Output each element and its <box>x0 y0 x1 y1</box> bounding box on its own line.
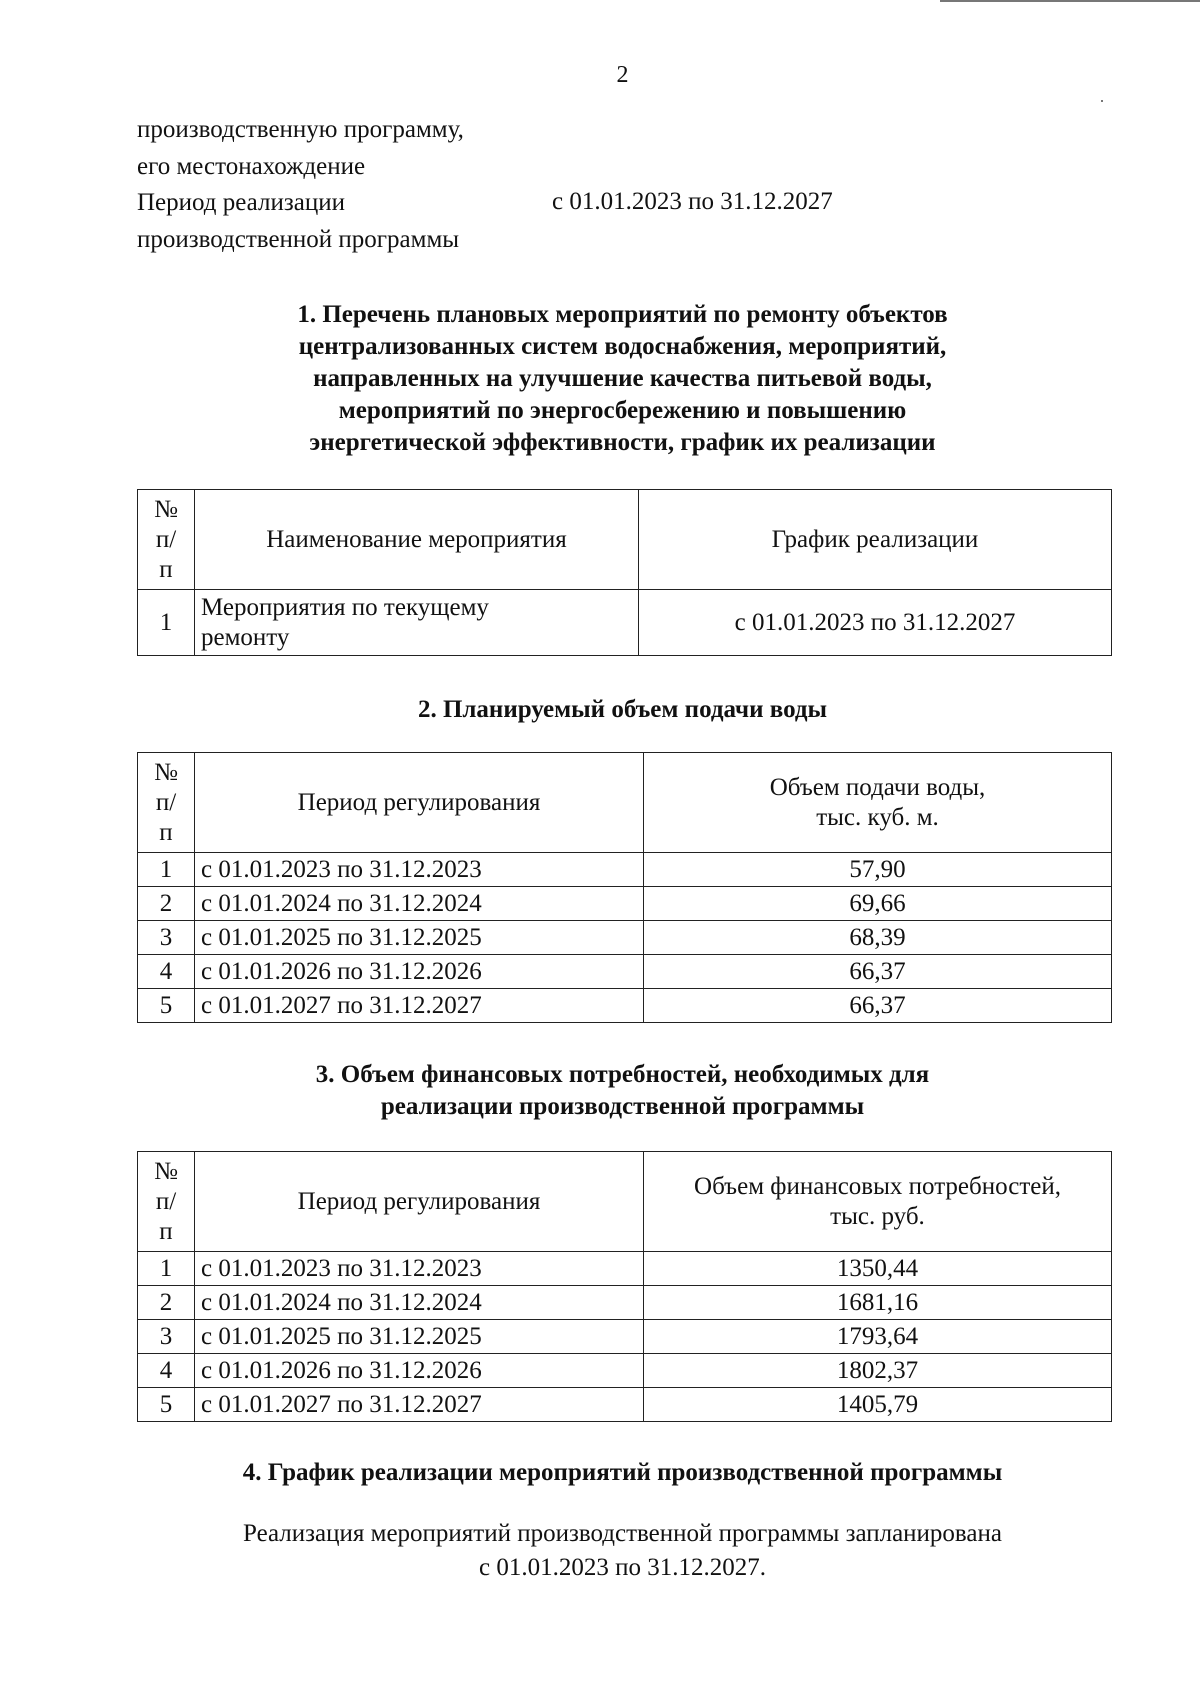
row-number: 2 <box>138 1286 195 1320</box>
cell-line: Мероприятия по текущему <box>201 593 489 621</box>
header-line: п/ <box>155 788 177 816</box>
cell-line: ремонту <box>201 623 290 651</box>
header-line: № <box>154 758 178 786</box>
text-line: с 01.01.2023 по 31.12.2027. <box>479 1554 766 1581</box>
row-number: 4 <box>138 955 195 989</box>
activities-table <box>137 489 1112 656</box>
section-4-heading: 4. График реализации мероприятий производственной программы <box>242 1459 1003 1486</box>
page-number: 2 <box>616 62 629 88</box>
period-header: Период регулирования <box>195 1152 644 1252</box>
row-number: 4 <box>138 1354 195 1388</box>
section-1-heading <box>0 299 1200 459</box>
header-line: Объем подачи воды, <box>769 773 986 801</box>
scan-dust-mark <box>1101 100 1103 102</box>
financial-needs-cell: 1405,79 <box>644 1388 1112 1422</box>
table-row <box>138 1286 1112 1320</box>
table-row <box>138 853 1112 887</box>
financial-needs-header <box>644 1152 1112 1252</box>
header-line: п <box>159 1217 173 1245</box>
volume-cell: 68,39 <box>644 921 1112 955</box>
period-cell: с 01.01.2024 по 31.12.2024 <box>195 887 644 921</box>
number-header <box>138 490 195 590</box>
volume-header <box>644 753 1112 853</box>
volume-cell: 66,37 <box>644 989 1112 1023</box>
volume-cell: 66,37 <box>644 955 1112 989</box>
row-number: 2 <box>138 887 195 921</box>
header-line: № <box>154 1157 178 1185</box>
header-line: тыс. куб. м. <box>816 803 939 831</box>
period-cell: с 01.01.2025 по 31.12.2025 <box>195 921 644 955</box>
financial-needs-cell: 1350,44 <box>644 1252 1112 1286</box>
row-number: 1 <box>138 853 195 887</box>
period-cell: с 01.01.2024 по 31.12.2024 <box>195 1286 644 1320</box>
section-2-heading: 2. Планируемый объем подачи воды <box>417 696 828 723</box>
heading-line: направленных на улучшение качества питьевой воды, <box>313 365 932 392</box>
table-header-row <box>138 1152 1112 1252</box>
header-line: Объем финансовых потребностей, <box>694 1172 1061 1200</box>
table-row <box>138 1354 1112 1388</box>
table-row <box>138 921 1112 955</box>
row-number: 1 <box>138 1252 195 1286</box>
period-cell: с 01.01.2026 по 31.12.2026 <box>195 1354 644 1388</box>
period-header: Период регулирования <box>195 753 644 853</box>
row-number: 3 <box>138 1320 195 1354</box>
volume-cell: 57,90 <box>644 853 1112 887</box>
heading-line: мероприятий по энергосбережению и повышению <box>338 397 907 424</box>
text-line: Реализация мероприятий производственной программы запланирована <box>243 1520 1002 1547</box>
row-number: 5 <box>138 1388 195 1422</box>
intro-line: его местонахождение <box>137 153 366 180</box>
table-row <box>138 590 1112 656</box>
heading-line: 3. Объем финансовых потребностей, необходимых для <box>315 1061 930 1088</box>
water-supply-volume-table <box>137 752 1112 1023</box>
table-header-row <box>138 753 1112 853</box>
table-row <box>138 1388 1112 1422</box>
row-number: 1 <box>138 590 195 656</box>
volume-cell: 69,66 <box>644 887 1112 921</box>
header-line: п <box>159 555 173 583</box>
implementation-period-value: с 01.01.2023 по 31.12.2027 <box>552 188 833 215</box>
scan-edge-mark <box>940 0 1200 2</box>
financial-needs-table <box>137 1151 1112 1422</box>
financial-needs-cell: 1793,64 <box>644 1320 1112 1354</box>
intro-line: производственную программу, <box>137 116 464 143</box>
schedule-header: График реализации <box>639 490 1112 590</box>
intro-line: Период реализации <box>137 189 345 216</box>
period-cell: с 01.01.2025 по 31.12.2025 <box>195 1320 644 1354</box>
table-row <box>138 1320 1112 1354</box>
number-header <box>138 1152 195 1252</box>
period-cell: с 01.01.2027 по 31.12.2027 <box>195 1388 644 1422</box>
table-row <box>138 955 1112 989</box>
heading-line: централизованных систем водоснабжения, мероприятий, <box>298 333 947 360</box>
section-3-heading <box>0 1059 1200 1123</box>
heading-line: энергетической эффективности, график их реализации <box>309 429 936 456</box>
table-header-row <box>138 490 1112 590</box>
period-cell: с 01.01.2023 по 31.12.2023 <box>195 853 644 887</box>
schedule-cell: с 01.01.2023 по 31.12.2027 <box>639 590 1112 656</box>
period-cell: с 01.01.2023 по 31.12.2023 <box>195 1252 644 1286</box>
heading-line: 1. Перечень плановых мероприятий по ремонту объектов <box>297 301 948 328</box>
header-line: тыс. руб. <box>830 1202 925 1230</box>
financial-needs-cell: 1681,16 <box>644 1286 1112 1320</box>
financial-needs-cell: 1802,37 <box>644 1354 1112 1388</box>
table-row <box>138 989 1112 1023</box>
closing-text <box>0 1517 1200 1585</box>
heading-line: реализации производственной программы <box>380 1093 865 1120</box>
header-line: п/ <box>155 1187 177 1215</box>
period-cell: с 01.01.2027 по 31.12.2027 <box>195 989 644 1023</box>
header-line: п/ <box>155 525 177 553</box>
row-number: 5 <box>138 989 195 1023</box>
table-row <box>138 887 1112 921</box>
period-cell: с 01.01.2026 по 31.12.2026 <box>195 955 644 989</box>
table-row <box>138 1252 1112 1286</box>
activity-name-cell <box>195 590 639 656</box>
activity-name-header: Наименование мероприятия <box>195 490 639 590</box>
number-header <box>138 753 195 853</box>
header-line: № <box>154 495 178 523</box>
header-line: п <box>159 818 173 846</box>
intro-line: производственной программы <box>137 226 460 253</box>
row-number: 3 <box>138 921 195 955</box>
